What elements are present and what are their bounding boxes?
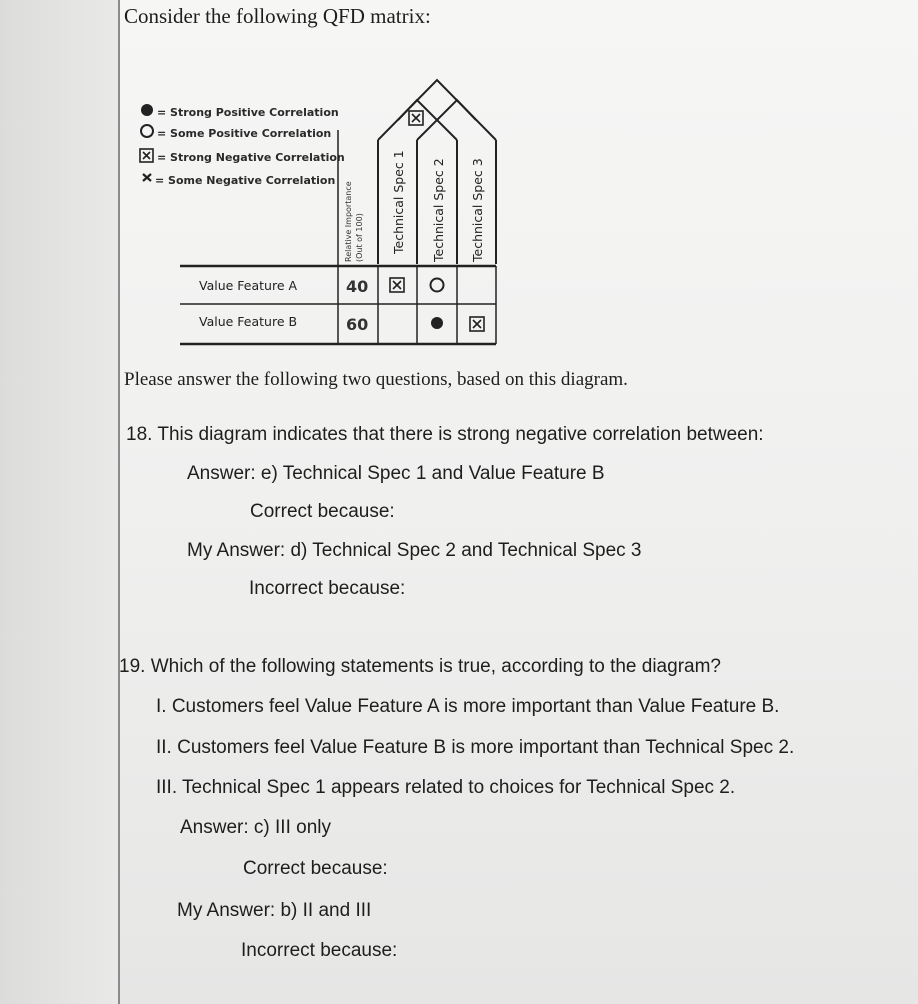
- q19-statement-3: III. Technical Spec 1 appears related to choices for Technical Spec 2.: [156, 777, 736, 798]
- q19-incorrect-because: Incorrect because:: [241, 940, 398, 961]
- legend-strong-positive: = Strong Positive Correlation: [157, 106, 339, 119]
- intro-text: Consider the following QFD matrix:: [124, 4, 431, 28]
- importance-header-line2: (Out of 100): [355, 213, 364, 262]
- q19-answer: Answer: c) III only: [180, 817, 331, 838]
- legend-some-negative: = Some Negative Correlation: [155, 174, 336, 187]
- cell-a-spec1-strong-negative-icon: [390, 278, 404, 292]
- q19-my-answer: My Answer: b) II and III: [177, 900, 372, 921]
- some-negative-icon: [143, 174, 151, 181]
- row-label-feature-a: Value Feature A: [199, 278, 298, 293]
- cell-b-spec3-strong-negative-icon: [470, 317, 484, 331]
- q18-my-answer: My Answer: d) Technical Spec 2 and Technical Spec 3: [187, 540, 642, 561]
- row-label-feature-b: Value Feature B: [199, 314, 298, 329]
- importance-header-line1: Relative Importance: [344, 181, 353, 262]
- some-positive-icon: [141, 125, 153, 137]
- legend: [140, 104, 345, 187]
- legend-strong-negative: = Strong Negative Correlation: [157, 151, 345, 164]
- column-header-spec1: Technical Spec 1: [391, 150, 406, 254]
- instruction-text: Please answer the following two questions, based on this diagram.: [124, 369, 628, 390]
- cell-a-spec2-some-positive-icon: [431, 279, 444, 292]
- q19-correct-because: Correct because:: [243, 858, 388, 879]
- q18-question: 18. This diagram indicates that there is strong negative correlation between:: [126, 424, 764, 445]
- q19-statement-2: II. Customers feel Value Feature B is more important than Technical Spec 2.: [156, 737, 795, 758]
- strong-positive-icon: [141, 104, 153, 116]
- q19-statement-1: I. Customers feel Value Feature A is more important than Value Feature B.: [156, 696, 780, 717]
- legend-some-positive: = Some Positive Correlation: [157, 127, 332, 140]
- column-header-spec3: Technical Spec 3: [470, 158, 485, 262]
- qfd-matrix: [0, 0, 918, 400]
- importance-feature-a: 40: [346, 277, 369, 296]
- cell-b-spec2-strong-positive-icon: [431, 317, 443, 329]
- q18-answer: Answer: e) Technical Spec 1 and Value Feature B: [187, 463, 605, 484]
- q19-question: 19. Which of the following statements is true, according to the diagram?: [119, 656, 721, 677]
- importance-feature-b: 60: [346, 315, 369, 334]
- q18-incorrect-because: Incorrect because:: [249, 578, 406, 599]
- q18-correct-because: Correct because:: [250, 501, 395, 522]
- roof-strong-negative-icon: [409, 111, 423, 125]
- strong-negative-icon: [140, 149, 153, 162]
- column-header-spec2: Technical Spec 2: [431, 158, 446, 262]
